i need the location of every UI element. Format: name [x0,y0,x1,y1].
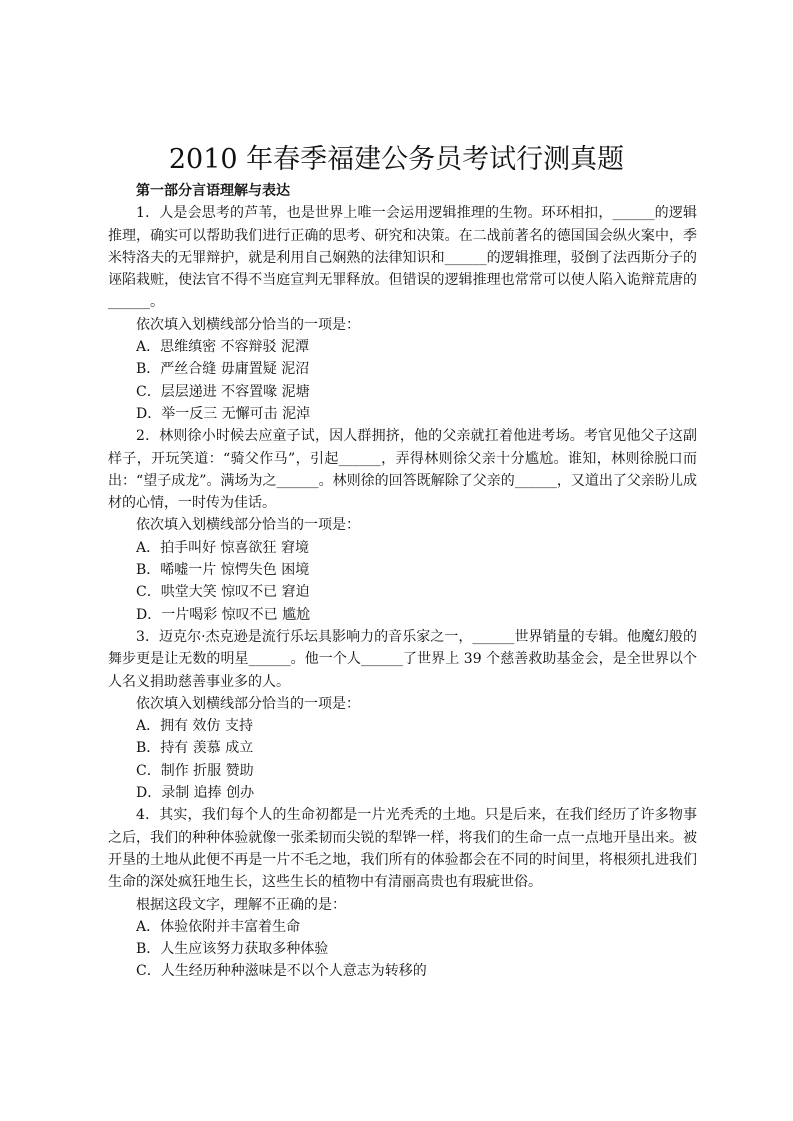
question-stem: 1．人是会思考的芦苇，也是世界上唯一会运用逻辑推理的生物。环环相扣，______的逻辑推理，确实可以帮助我们进行正确的思考、研究和决策。在二战前著名的德国国会纵火案中，季米特洛夫的无罪辩护，就是利用自己娴熟的法律知识和______的逻辑推理，驳倒了法西斯分子的诬陷栽赃，使法官不得不当庭宣判无罪释放。但错误的逻辑推理也常常可以使人陷入诡辩荒唐的______。 [108,205,697,311]
option-a: A．拥有 效仿 支持 [136,718,254,735]
question-stem: 4．其实，我们每个人的生命初都是一片光秃秃的土地。只是后来，在我们经历了许多物事之后，我们的种种体验就像一张柔韧而尖锐的犁铧一样，将我们的生命一点一点地开垦出来。被开垦的土地从此便不再是一片不毛之地，我们所有的体验都会在不同的时间里，将根须扎进我们生命的深处疯狂地生长，这些生长的植物中有清丽高贵也有瑕疵世俗。 [108,807,697,891]
question-1 [108,202,697,425]
option-d: D．举一反三 无懈可击 泥淖 [136,405,311,422]
option-c: C．人生经历种种滋味是不以个人意志为转移的 [136,963,427,980]
option-a: A．体验依附并丰富着生命 [136,918,301,935]
option-b: B．持有 羡慕 成立 [136,740,254,757]
section-heading: 第一部分言语理解与表达 [136,183,290,199]
option-c: C．哄堂大笑 惊叹不已 窘迫 [136,584,310,601]
option-c: C．制作 折服 赞助 [136,762,254,779]
question-stem: 2．林则徐小时候去应童子试，因人群拥挤，他的父亲就扛着他进考场。考官见他父子这副样子，开玩笑道：“骑父作马”，引起______，弄得林则徐父亲十分尴尬。谁知，林则徐脱口而出：“望子成龙”。满场为之______。林则徐的回答既解除了父亲的______，又道出了父亲盼儿成材的心情，一时传为佳话。 [108,428,697,512]
question-prompt: 根据这段文字，理解不正确的是： [136,896,346,913]
document-body [108,180,697,983]
option-b: B．严丝合缝 毋庸置疑 泥沼 [136,361,310,378]
question-prompt: 依次填入划横线部分恰当的一项是： [136,316,360,333]
option-b: B．人生应该努力获取多种体验 [136,941,329,958]
option-a: A．拍手叫好 惊喜欲狂 窘境 [136,539,310,556]
question-3 [108,626,697,804]
question-2 [108,425,697,626]
document-title: 2010 年春季福建公务员考试行测真题 [168,144,625,175]
option-c: C．层层递进 不容置喙 泥塘 [136,383,310,400]
question-prompt: 依次填入划横线部分恰当的一项是： [136,695,360,712]
question-4 [108,804,697,982]
option-d: D．录制 追捧 创办 [136,785,255,802]
option-b: B．唏嘘一片 惊愕失色 困境 [136,562,310,579]
option-a: A．思维缜密 不容辩驳 泥潭 [136,339,310,356]
option-d: D．一片喝彩 惊叹不已 尴尬 [136,606,311,623]
question-stem: 3．迈克尔·杰克逊是流行乐坛具影响力的音乐家之一，______世界销量的专辑。他魔幻般的舞步更是让无数的明星______。他一个人______了世界上 39 个慈善救助基金会，是全世界以个人名义捐助慈善事业多的人。 [108,628,697,690]
question-prompt: 依次填入划横线部分恰当的一项是： [136,517,360,534]
